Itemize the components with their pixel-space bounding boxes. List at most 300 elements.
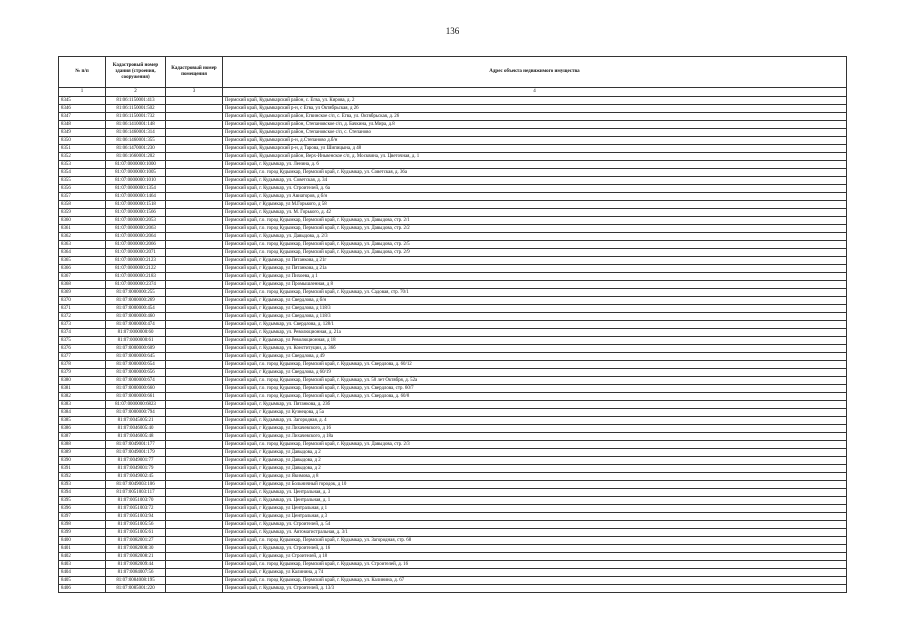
table-row [59, 177, 847, 185]
address-cell: Пермский край, г.о. город Кудымкар, Пермский край, г. Кудымкар, ул. Свердлова, д. 60/12 [223, 361, 847, 369]
cadastral-number-cell: 81:07:0085001:220 [106, 585, 166, 593]
cadastral-number-cell: 81:07:0049001:77 [106, 457, 166, 465]
row-number-cell: 8403 [59, 561, 106, 569]
table-row [59, 153, 847, 161]
cadastral-number-cell: 81:07:0049003:106 [106, 481, 166, 489]
row-number-cell: 8364 [59, 249, 106, 257]
table-row [59, 449, 847, 457]
address-cell: Пермский край, г. Кудымкар, ул. Пятанкова, д. 23б [223, 401, 847, 409]
room-number-cell [166, 121, 223, 129]
room-number-cell [166, 105, 223, 113]
row-number-cell: 8396 [59, 505, 106, 513]
cadastral-number-cell: 81:07:0046005:40 [106, 425, 166, 433]
cadastral-number-cell: 81:07:0000000:2053 [106, 217, 166, 225]
cadastral-number-cell: 81:07:0084007:56 [106, 569, 166, 577]
room-number-cell [166, 521, 223, 529]
table-row [59, 505, 847, 513]
row-number-cell: 8372 [59, 313, 106, 321]
column-number: 4 [223, 88, 847, 97]
room-number-cell [166, 561, 223, 569]
room-number-cell [166, 353, 223, 361]
row-number-cell: 8365 [59, 257, 106, 265]
page-number: 136 [445, 26, 460, 36]
address-cell: Пермский край, г.о. город Кудымкар, Пермский край, г. Кудымкар, ул. Давыдова, стр. 2/5 [223, 241, 847, 249]
room-number-cell [166, 153, 223, 161]
cadastral-number-cell: 81:07:0082008:30 [106, 545, 166, 553]
table-row [59, 97, 847, 105]
room-number-cell [166, 585, 223, 593]
cadastral-number-cell: 81:07:0000000:6823 [106, 401, 166, 409]
table-row [59, 513, 847, 521]
cadastral-number-cell: 81:06:1150001:413 [106, 97, 166, 105]
room-number-cell [166, 233, 223, 241]
table-row [59, 241, 847, 249]
room-number-cell [166, 385, 223, 393]
table-row [59, 201, 847, 209]
address-cell: Пермский край, г. Кудымкар, ул. Конституции, д. 36б [223, 345, 847, 353]
table-header-row [59, 57, 847, 88]
room-number-cell [166, 417, 223, 425]
address-cell: Пермский край, г.о. город Кудымкар, Пермский край, г. Кудымкар, ул. Давыдова, стр. 2/1 [223, 217, 847, 225]
cadastral-number-cell: 81:07:0084008:195 [106, 577, 166, 585]
row-number-cell: 8367 [59, 273, 106, 281]
table-row [59, 193, 847, 201]
table-row [59, 529, 847, 537]
cadastral-number-cell: 81:07:0051003:70 [106, 497, 166, 505]
cadastral-number-cell: 81:07:0000000:1000 [106, 161, 166, 169]
cadastral-number-cell: 81:07:0000000:1010 [106, 177, 166, 185]
table-row [59, 233, 847, 241]
address-cell: Пермский край, г Кудымкар, ул Кузнецова, д 5а [223, 409, 847, 417]
cadastral-number-cell: 81:07:0000000:660 [106, 385, 166, 393]
address-cell: Пермский край, г.о. город Кудымкар, Пермский край, г. Кудымкар, ул. 50 лет Октября, д. 52а [223, 377, 847, 385]
row-number-cell: 8390 [59, 457, 106, 465]
room-number-cell [166, 217, 223, 225]
cadastral-number-cell: 81:07:0000000:2374 [106, 281, 166, 289]
row-number-cell: 8382 [59, 393, 106, 401]
header-cadastral-room: Кадастровый номер помещения [166, 57, 223, 88]
address-cell: Пермский край, г Кудымкар, ул Свердлова, д 118/3 [223, 313, 847, 321]
row-number-cell: 8351 [59, 145, 106, 153]
row-number-cell: 8401 [59, 545, 106, 553]
header-cadastral-building: Кадастровый номер здания (строения, сооружения) [106, 57, 166, 88]
address-cell: Пермский край, г Кудымкар, ул Калинина, д 74 [223, 569, 847, 577]
table-row [59, 489, 847, 497]
room-number-cell [166, 529, 223, 537]
room-number-cell [166, 113, 223, 121]
row-number-cell: 8366 [59, 265, 106, 273]
table-row [59, 433, 847, 441]
room-number-cell [166, 273, 223, 281]
table-row [59, 417, 847, 425]
table-row [59, 273, 847, 281]
address-cell: Пермский край, г Кудымкар, ул Свердлова, д 49 [223, 353, 847, 361]
room-number-cell [166, 129, 223, 137]
row-number-cell: 8380 [59, 377, 106, 385]
address-cell: Пермский край, г.о. город Кудымкар, Пермский край, г. Кудымкар, ул. Давыдова, стр. 2/9 [223, 249, 847, 257]
table-row [59, 137, 847, 145]
cadastral-number-cell: 81:06:1150001:502 [106, 105, 166, 113]
cadastral-number-cell: 81:07:0000000:60 [106, 329, 166, 337]
cadastral-number-cell: 81:07:0000000:1518 [106, 201, 166, 209]
room-number-cell [166, 185, 223, 193]
room-number-cell [166, 481, 223, 489]
row-number-cell: 8406 [59, 585, 106, 593]
row-number-cell: 8375 [59, 337, 106, 345]
cadastral-number-cell: 81:07:0000000:2063 [106, 225, 166, 233]
address-cell: Пермский край, Кудымкарский р-н, д.Степаново д.б/н [223, 137, 847, 145]
cadastral-number-cell: 81:07:0051003:72 [106, 505, 166, 513]
cadastral-number-cell: 81:07:0082008:21 [106, 553, 166, 561]
address-cell: Пермский край, г Кудымкар, ул Давыдова, д 2 [223, 457, 847, 465]
table-row [59, 281, 847, 289]
table-row [59, 561, 847, 569]
address-cell: Пермский край, Кудымкарский р-н, д Тарова, ул Шипицына, д 48 [223, 145, 847, 153]
row-number-cell: 8358 [59, 201, 106, 209]
room-number-cell [166, 241, 223, 249]
room-number-cell [166, 473, 223, 481]
room-number-cell [166, 425, 223, 433]
room-number-cell [166, 329, 223, 337]
address-cell: Пермский край, г Кудымкар, ул М.Горького, д 58 [223, 201, 847, 209]
cadastral-number-cell: 81:07:0051003:117 [106, 489, 166, 497]
address-cell: Пермский край, г Кудымкар, ул Свердлова, д 60/19 [223, 369, 847, 377]
table-row [59, 361, 847, 369]
row-number-cell: 8387 [59, 433, 106, 441]
table-row [59, 217, 847, 225]
cadastral-number-cell: 81:07:0051005:56 [106, 521, 166, 529]
row-number-cell: 8348 [59, 121, 106, 129]
address-cell: Пермский край, г. Кудымкар, ул. Автомагистральная, д. 3/1 [223, 529, 847, 537]
cadastral-number-cell: 81:07:0000000:454 [106, 305, 166, 313]
address-cell: Пермский край, г Кудымкар, ул Больничный городок, д 10 [223, 481, 847, 489]
table-row [59, 385, 847, 393]
table-row [59, 401, 847, 409]
table-row [59, 313, 847, 321]
room-number-cell [166, 313, 223, 321]
cadastral-number-cell: 81:07:0049002:45 [106, 473, 166, 481]
room-number-cell [166, 489, 223, 497]
address-cell: Пермский край, г. Кудымкар, ул. М. Горького, д. 42 [223, 209, 847, 217]
row-number-cell: 8370 [59, 297, 106, 305]
table-row [59, 393, 847, 401]
row-number-cell: 8357 [59, 193, 106, 201]
room-number-cell [166, 497, 223, 505]
room-number-cell [166, 161, 223, 169]
address-cell: Пермский край, г. Кудымкар, ул. Центральная, д. 3 [223, 489, 847, 497]
table-row [59, 353, 847, 361]
room-number-cell [166, 225, 223, 233]
row-number-cell: 8381 [59, 385, 106, 393]
header-num: № п/п [59, 57, 106, 88]
table-row [59, 225, 847, 233]
table-row [59, 521, 847, 529]
table-row [59, 169, 847, 177]
room-number-cell [166, 137, 223, 145]
room-number-cell [166, 257, 223, 265]
room-number-cell [166, 537, 223, 545]
cadastral-number-cell: 81:07:0082001:27 [106, 537, 166, 545]
cadastral-number-cell: 81:07:0000000:1354 [106, 185, 166, 193]
table-row [59, 209, 847, 217]
address-cell: Пермский край, г. Кудымкар, ул. Центральная, д. 1 [223, 497, 847, 505]
address-cell: Пермский край, г. Кудымкар, ул. Загородная, д. 4 [223, 417, 847, 425]
address-cell: Пермский край, г Кудымкар, ул Центральная, д 3 [223, 513, 847, 521]
room-number-cell [166, 369, 223, 377]
table-row [59, 297, 847, 305]
property-register-table [58, 56, 847, 593]
cadastral-number-cell: 81:07:0051005:61 [106, 529, 166, 537]
address-cell: Пермский край, г Кудымкар, ул Революционная, д 18 [223, 337, 847, 345]
table-row [59, 113, 847, 121]
table-row [59, 121, 847, 129]
table-row [59, 265, 847, 273]
column-number: 2 [106, 88, 166, 97]
room-number-cell [166, 513, 223, 521]
table-row [59, 321, 847, 329]
cadastral-number-cell: 81:07:0000000:1464 [106, 193, 166, 201]
column-number: 3 [166, 88, 223, 97]
row-number-cell: 8371 [59, 305, 106, 313]
cadastral-number-cell: 81:06:1460001:355 [106, 137, 166, 145]
row-number-cell: 8383 [59, 401, 106, 409]
table-row [59, 585, 847, 593]
row-number-cell: 8392 [59, 473, 106, 481]
address-cell: Пермский край, г. Кудымкар, ул. Революционная, д. 21а [223, 329, 847, 337]
table-row [59, 257, 847, 265]
row-number-cell: 8374 [59, 329, 106, 337]
table-row [59, 497, 847, 505]
cadastral-number-cell: 81:07:0000000:654 [106, 361, 166, 369]
row-number-cell: 8377 [59, 353, 106, 361]
table-row [59, 409, 847, 417]
cadastral-number-cell: 81:07:0000000:609 [106, 345, 166, 353]
address-cell: Пермский край, г Кудымкар, ул Строителей, д 18 [223, 553, 847, 561]
room-number-cell [166, 297, 223, 305]
table-row [59, 337, 847, 345]
row-number-cell: 8402 [59, 553, 106, 561]
room-number-cell [166, 465, 223, 473]
row-number-cell: 8384 [59, 409, 106, 417]
cadastral-number-cell: 81:07:0000000:2123 [106, 257, 166, 265]
row-number-cell: 8398 [59, 521, 106, 529]
room-number-cell [166, 337, 223, 345]
address-cell: Пермский край, Кудымкарский район, Степановское с/п, с. Степаново [223, 129, 847, 137]
address-cell: Пермский край, г. Кудымкар, ул. Строителей, д. 16 [223, 545, 847, 553]
room-number-cell [166, 305, 223, 313]
cadastral-number-cell: 81:07:0000000:460 [106, 313, 166, 321]
room-number-cell [166, 321, 223, 329]
row-number-cell: 8356 [59, 185, 106, 193]
address-cell: Пермский край, г.о. город Кудымкар, Пермский край, г. Кудымкар, ул. Садовая, стр. 70/1 [223, 289, 847, 297]
cadastral-number-cell: 81:07:0000000:61 [106, 337, 166, 345]
address-cell: Пермский край, г Кудымкар, ул Свердлова, д 118/3 [223, 305, 847, 313]
cadastral-number-cell: 81:07:0000000:2064 [106, 233, 166, 241]
row-number-cell: 8405 [59, 577, 106, 585]
address-cell: Пермский край, г. Кудымкар, ул. Свердлова, д. 128/1 [223, 321, 847, 329]
room-number-cell [166, 505, 223, 513]
table-row [59, 545, 847, 553]
address-cell: Пермский край, г.о. город Кудымкар, Пермский край, г. Кудымкар, ул. Давыдова, стр. 2/2 [223, 225, 847, 233]
cadastral-number-cell: 81:07:0000000:1566 [106, 209, 166, 217]
cadastral-number-cell: 81:06:1660001:202 [106, 153, 166, 161]
cadastral-number-cell: 81:07:0000000:2071 [106, 249, 166, 257]
row-number-cell: 8345 [59, 97, 106, 105]
room-number-cell [166, 377, 223, 385]
address-cell: Пермский край, г.о. город Кудымкар, Пермский край, г. Кудымкар, ул. Давыдова, стр. 2/3 [223, 441, 847, 449]
cadastral-number-cell: 81:07:0000000:661 [106, 393, 166, 401]
table-row [59, 553, 847, 561]
row-number-cell: 8376 [59, 345, 106, 353]
cadastral-number-cell: 81:07:0000000:2066 [106, 241, 166, 249]
table-row [59, 185, 847, 193]
cadastral-number-cell: 81:06:1470001:230 [106, 145, 166, 153]
address-cell: Пермский край, г. Кудымкар, ул. Строителей, д. 54 [223, 521, 847, 529]
cadastral-number-cell: 81:07:0051003:94 [106, 513, 166, 521]
table-row [59, 161, 847, 169]
room-number-cell [166, 545, 223, 553]
address-cell: Пермский край, Кудымкарский р-н, с Егва, ул Октябрьская, д 26 [223, 105, 847, 113]
row-number-cell: 8363 [59, 241, 106, 249]
address-cell: Пермский край, г Кудымкар, ул Пихоева, д 1 [223, 273, 847, 281]
address-cell: Пермский край, г.о. город Кудымкар, Пермский край, г. Кудымкар, ул. Свердлова, стр. 60/7 [223, 385, 847, 393]
row-number-cell: 8373 [59, 321, 106, 329]
address-cell: Пермский край, г. Кудымкар, ул. Строителей, д. 6а [223, 185, 847, 193]
cadastral-number-cell: 81:07:0000000:794 [106, 409, 166, 417]
address-cell: Пермский край, г.о. город Кудымкар, Пермский край, г. Кудымкар, ул. Строителей, д. 16 [223, 561, 847, 569]
table-row [59, 305, 847, 313]
room-number-cell [166, 577, 223, 585]
room-number-cell [166, 177, 223, 185]
address-cell: Пермский край, г Кудымкар, ул Пятанкова, д 21а [223, 265, 847, 273]
row-number-cell: 8379 [59, 369, 106, 377]
room-number-cell [166, 345, 223, 353]
cadastral-number-cell: 81:07:0082009:44 [106, 561, 166, 569]
cadastral-number-cell: 81:07:0000000:674 [106, 377, 166, 385]
cadastral-number-cell: 81:07:0000000:2183 [106, 273, 166, 281]
room-number-cell [166, 145, 223, 153]
table-row [59, 577, 847, 585]
room-number-cell [166, 361, 223, 369]
row-number-cell: 8391 [59, 465, 106, 473]
table-row [59, 329, 847, 337]
row-number-cell: 8393 [59, 481, 106, 489]
cadastral-number-cell: 81:07:0000000:474 [106, 321, 166, 329]
row-number-cell: 8388 [59, 441, 106, 449]
row-number-cell: 8369 [59, 289, 106, 297]
row-number-cell: 8354 [59, 169, 106, 177]
cadastral-number-cell: 81:07:0049001:79 [106, 465, 166, 473]
table-row [59, 473, 847, 481]
cadastral-number-cell: 81:06:1410001:148 [106, 121, 166, 129]
table-row [59, 481, 847, 489]
cadastral-number-cell: 81:07:0000000:255 [106, 289, 166, 297]
room-number-cell [166, 201, 223, 209]
room-number-cell [166, 433, 223, 441]
address-cell: Пермский край, Кудымкарский район, Верх-Иньвенское с/п, д. Москвина, ул. Цветочная, д. 1 [223, 153, 847, 161]
address-cell: Пермский край, г Кудымкар, ул Якимова, д 8 [223, 473, 847, 481]
address-cell: Пермский край, г Кудымкар, ул Центральная, д 1 [223, 505, 847, 513]
row-number-cell: 8385 [59, 417, 106, 425]
room-number-cell [166, 457, 223, 465]
cadastral-number-cell: 81:07:0049001:177 [106, 441, 166, 449]
cadastral-number-cell: 81:07:0000000:645 [106, 353, 166, 361]
table-row [59, 457, 847, 465]
room-number-cell [166, 409, 223, 417]
table-row [59, 345, 847, 353]
room-number-cell [166, 209, 223, 217]
row-number-cell: 8346 [59, 105, 106, 113]
table-row [59, 129, 847, 137]
address-cell: Пермский край, г.о. город Кудымкар, Пермский край, г. Кудымкар, ул. Загородная, стр. 68 [223, 537, 847, 545]
row-number-cell: 8399 [59, 529, 106, 537]
row-number-cell: 8389 [59, 449, 106, 457]
row-number-cell: 8400 [59, 537, 106, 545]
table-row [59, 569, 847, 577]
address-cell: Пермский край, г Кудымкар, ул Промышленная, д 8 [223, 281, 847, 289]
address-cell: Пермский край, Кудымкарский район, Егвинское с/п, с. Егва, ул. Октябрьская, д. 26 [223, 113, 847, 121]
address-cell: Пермский край, г Кудымкар, ул Давыдова, д 2 [223, 465, 847, 473]
row-number-cell: 8397 [59, 513, 106, 521]
address-cell: Пермский край, г Кудымкар, ул Свердлова, д б/н [223, 297, 847, 305]
address-cell: Пермский край, г. Кудымкар, ул. Ленина, д. 6 [223, 161, 847, 169]
table-row [59, 105, 847, 113]
address-cell: Пермский край, г Кудымкар, ул Пятанкова, д 21г [223, 257, 847, 265]
row-number-cell: 8355 [59, 177, 106, 185]
table-row [59, 441, 847, 449]
table-row [59, 145, 847, 153]
address-cell: Пермский край, г Кудымкар, ул Лихачевского, д 18а [223, 433, 847, 441]
room-number-cell [166, 249, 223, 257]
address-cell: Пермский край, г Кудымкар, ул Давыдова, д 2 [223, 449, 847, 457]
table-row [59, 369, 847, 377]
cadastral-number-cell: 81:07:0000000:2122 [106, 265, 166, 273]
table-row [59, 249, 847, 257]
address-cell: Пермский край, г. Кудымкар, ул. Советская, д. 34 [223, 177, 847, 185]
room-number-cell [166, 553, 223, 561]
column-number-row [59, 88, 847, 97]
cadastral-number-cell: 81:07:0000000:269 [106, 297, 166, 305]
cadastral-number-cell: 81:06:1150001:732 [106, 113, 166, 121]
row-number-cell: 8394 [59, 489, 106, 497]
header-address: Адрес объекта недвижимого имущества [223, 57, 847, 88]
table-row [59, 377, 847, 385]
row-number-cell: 8350 [59, 137, 106, 145]
room-number-cell [166, 569, 223, 577]
table-row [59, 289, 847, 297]
cadastral-number-cell: 81:07:0046005:48 [106, 433, 166, 441]
cadastral-number-cell: 81:07:0000000:656 [106, 369, 166, 377]
column-number: 1 [59, 88, 106, 97]
row-number-cell: 8368 [59, 281, 106, 289]
cadastral-number-cell: 81:07:0049001:179 [106, 449, 166, 457]
address-cell: Пермский край, г Кудымкар, ул Лихачевского, д 16 [223, 425, 847, 433]
cadastral-number-cell: 81:07:0045005:21 [106, 417, 166, 425]
address-cell: Пермский край, г.о. город Кудымкар, Пермский край, г. Кудымкар, ул. Калинина, д. 67 [223, 577, 847, 585]
row-number-cell: 8359 [59, 209, 106, 217]
row-number-cell: 8360 [59, 217, 106, 225]
room-number-cell [166, 169, 223, 177]
room-number-cell [166, 401, 223, 409]
cadastral-number-cell: 81:07:0000000:1005 [106, 169, 166, 177]
row-number-cell: 8353 [59, 161, 106, 169]
row-number-cell: 8352 [59, 153, 106, 161]
room-number-cell [166, 193, 223, 201]
room-number-cell [166, 281, 223, 289]
room-number-cell [166, 97, 223, 105]
address-cell: Пермский край, Кудымкарский район, с. Егва, ул. Кирова, д. 2 [223, 97, 847, 105]
row-number-cell: 8404 [59, 569, 106, 577]
